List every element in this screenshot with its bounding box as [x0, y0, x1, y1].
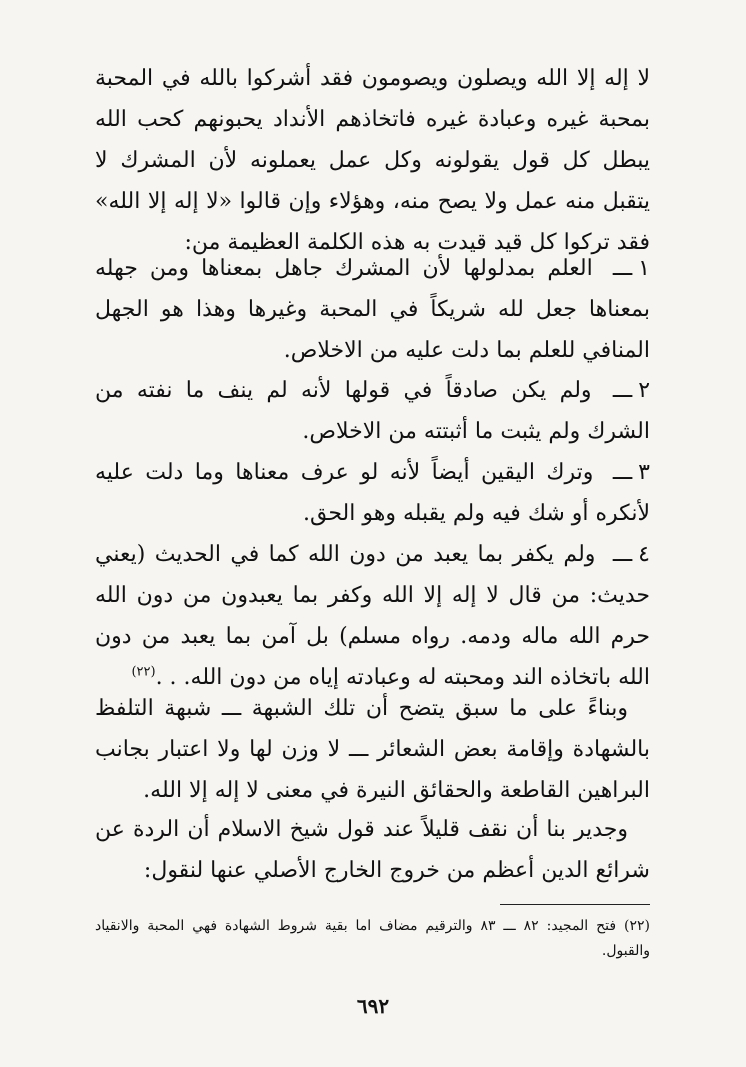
list-item-dash: ـــ — [612, 256, 633, 281]
footnote-divider — [500, 904, 650, 905]
footnote-text: فتح المجيد: ٨٢ ـــ ٨٣ والترقيم مضاف اما بقية شروط الشهادة فهي المحبة والانقياد والقبول. — [95, 918, 650, 959]
list-item-3 — [95, 452, 650, 534]
final-paragraph: وجدير بنا أن نقف قليلاً عند قول شيخ الاسلام أن الردة عن شرائع الدين أعظم من خروج الخارج الأصلي عنها لنقول: — [95, 817, 650, 883]
footnote-marker: (٢٢) — [624, 918, 650, 934]
list-item-number: ٤ — [638, 542, 650, 567]
footnote-reference: (٢٢) — [131, 664, 156, 680]
list-item-2 — [95, 370, 650, 452]
list-item-dash: ـــ — [612, 460, 633, 485]
list-item-text: وترك اليقين أيضاً لأنه لو عرف معناها وما دلت عليه لأنكره أو شك فيه ولم يقبله وهو الحق. — [95, 460, 650, 526]
list-item-1 — [95, 248, 650, 371]
list-item-4 — [95, 534, 650, 698]
list-item-text: العلم بمدلولها لأن المشرك جاهل بمعناها ومن جهله بمعناها جعل لله شريكاً في المحبة وغيرها وهذا هو الجهل المنافي للعلم بما دلت عليه من الاخلاص. — [95, 256, 650, 363]
intro-paragraph: لا إله إلا الله ويصلون ويصومون فقد أشركوا بالله في المحبة بمحبة غيره وعبادة غيره فاتخاذهم الأنداد يحبونهم كحب الله يبطل كل قول يقولونه وكل عمل يعملونه لأن المشرك لا يتقبل منه عمل ولا يصح منه، وهؤلاء وإن قالوا «لا إله إلا الله» فقد تركوا كل قيد قيدت به هذه الكلمة العظيمة من: — [95, 66, 650, 255]
list-item-dash: ـــ — [612, 378, 633, 403]
list-item-number: ٢ — [638, 378, 651, 403]
conclusion-paragraph: وبناءً على ما سبق يتضح أن تلك الشبهة ـــ شبهة التلفظ بالشهادة وإقامة بعض الشعائر ـــ لا وزن لها ولا اعتبار بجانب البراهين القاطعة والحقائق النيرة في معنى لا إله إلا الله. — [95, 696, 650, 803]
list-item-number: ٣ — [638, 460, 650, 485]
list-item-text: ولم يكن صادقاً في قولها لأنه لم ينف ما نفته من الشرك ولم يثبت ما أثبتته من الاخلاص. — [95, 378, 650, 444]
list-item-dash: ـــ — [612, 542, 633, 567]
list-item-text: ولم يكفر بما يعبد من دون الله كما في الحديث (يعني حديث: من قال لا إله إلا الله وكفر بما يعبدون من دون الله حرم الله ماله ودمه. رواه مسلم) بل آمن بما يعبد من دون الله باتخاذه الند ومحبته له وعبادته إياه من دون الله. . . — [95, 542, 650, 690]
footnote — [95, 914, 650, 964]
list-item-number: ١ — [638, 256, 650, 281]
page-number: ٦٩٢ — [356, 994, 390, 1018]
